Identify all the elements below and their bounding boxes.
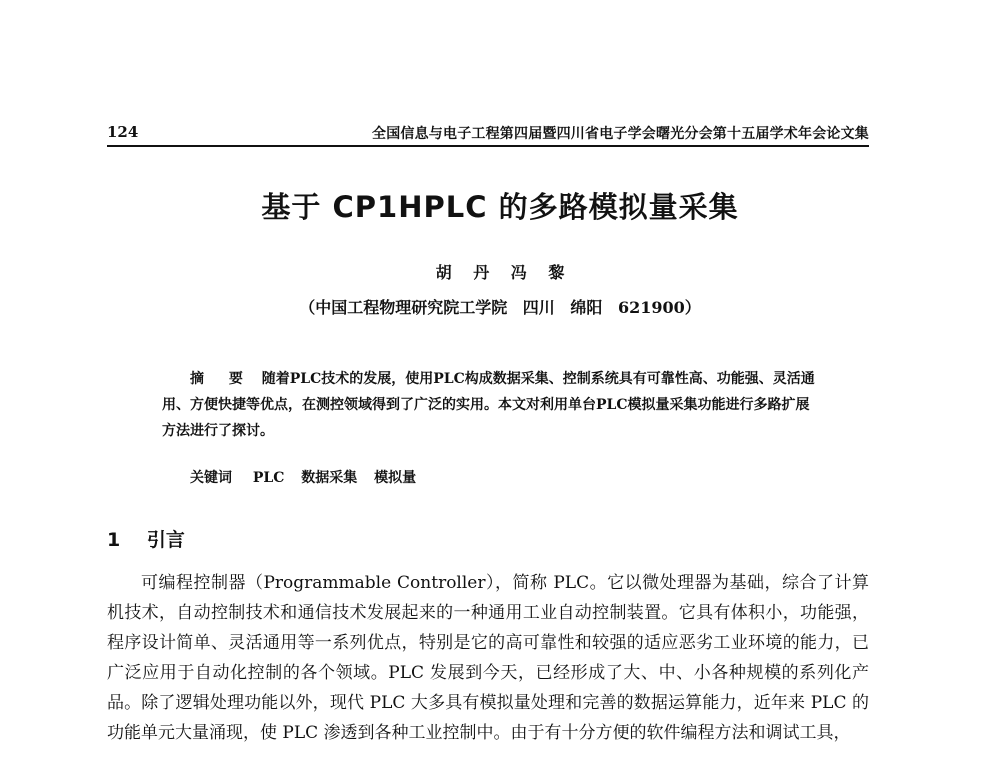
keyword-item: PLC [252, 470, 285, 486]
section-body: 可编程控制器（Programmable Controller），简称 PLC。它以微处理器为基础，综合了计算机技术，自动控制技术和通信技术发展起来的一种通用工业自动控制装置。它具有体积小，功能强，程序设计简单、灵活通用等一系列优点，特别是它的高可靠性和较强的适应恶劣工业环境的能力，已广泛应用于自动化控制的各个领域。PLC 发展到今天，已经形成了大、中、小各种规模的系列化产品。除了逻辑处理功能以外，现代 PLC 大多具有模拟量处理和完善的数据运算能力，近年来 PLC 的功能单元大量涌现，使 PLC 渗透到各种工业控制中。由于有十分方便的软件编程方法和调试工具， [107, 573, 869, 743]
keyword-item: 数据采集 [301, 470, 358, 486]
keywords-label: 关键词 [190, 470, 232, 486]
keywords-line [190, 467, 428, 487]
keyword-item: 模拟量 [374, 470, 417, 486]
page-header [107, 121, 869, 147]
section-heading [107, 525, 185, 552]
page-number: 124 [107, 123, 139, 141]
paper-affiliation: （中国工程物理研究院工学院 四川 绵阳 621900） [299, 298, 701, 317]
abstract-text: 随着PLC技术的发展，使用PLC构成数据采集、控制系统具有可靠性高、功能强、灵活通用、方便快捷等优点，在测控领域得到了广泛的实用。本文对利用单台PLC模拟量采集功能进行多路扩展方法进行了探讨。 [162, 371, 815, 439]
abstract-block [162, 366, 822, 444]
paper-authors: 胡 丹 冯 黎 [435, 263, 565, 282]
abstract-label: 摘 要 [190, 371, 253, 387]
section-title: 引言 [146, 529, 185, 551]
section-number: 1 [107, 529, 121, 551]
paper-title: 基于 CP1HPLC 的多路模拟量采集 [261, 190, 739, 224]
running-title: 全国信息与电子工程第四届暨四川省电子学会曙光分会第十五届学术年会论文集 [372, 126, 869, 142]
